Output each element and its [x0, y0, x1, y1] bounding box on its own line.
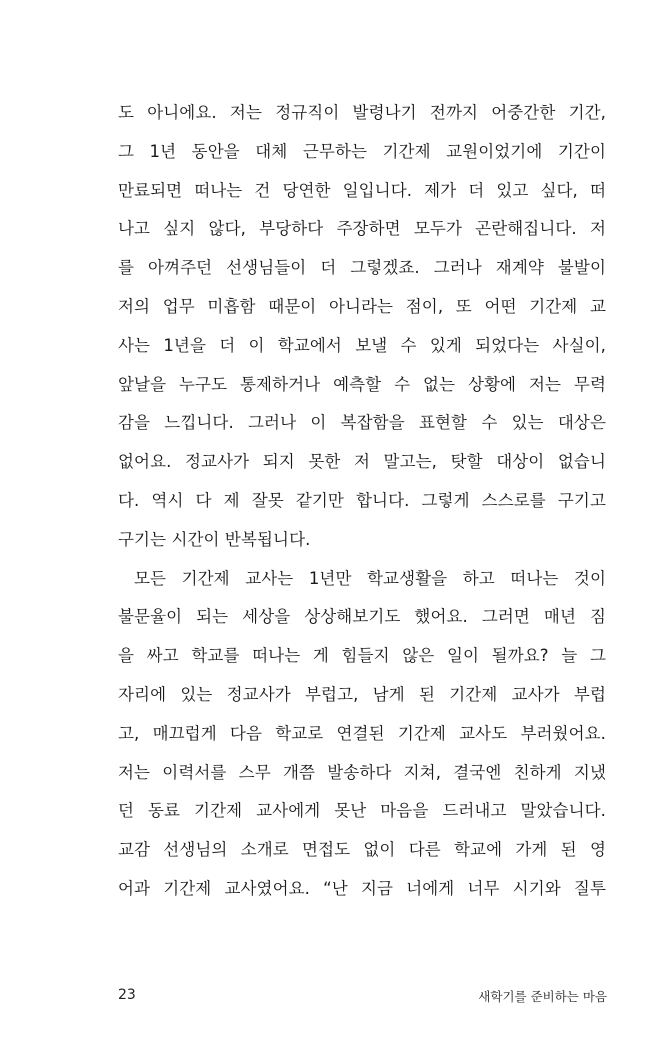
text-line: 자리에 있는 정교사가 부럽고, 남게 된 기간제 교사가 부럽	[118, 684, 606, 704]
text-line: 도 아니에요. 저는 정규직이 발령나기 전까지 어중간한 기간,	[118, 103, 606, 122]
text-line: 만료되면 떠나는 건 당연한 일입니다. 제가 더 있고 싶다, 떠	[118, 180, 606, 200]
text-line: 없어요. 정교사가 되지 못한 저 말고는, 탓할 대상이 없습니	[118, 452, 606, 472]
text-line: 저의 업무 미흡함 때문이 아니라는 점이, 또 어떤 기간제 교	[118, 296, 606, 316]
text-line: 던 동료 기간제 교사에게 못난 마음을 드러내고 말았습니다.	[118, 801, 606, 821]
text-line: 저는 이력서를 스무 개쯤 발송하다 지쳐, 결국엔 친하게 지냈	[118, 762, 606, 782]
text-line: 어과 기간제 교사였어요. “난 지금 너에게 너무 시기와 질투	[118, 878, 606, 898]
page-number: 23	[118, 987, 136, 1003]
running-footer-title: 새학기를 준비하는 마음	[478, 989, 607, 1004]
text-line: 나고 싶지 않다, 부당하다 주장하면 모두가 곤란해집니다. 저	[118, 219, 606, 239]
text-line: 를 아껴주던 선생님들이 더 그렇겠죠. 그러나 재계약 불발이	[118, 258, 606, 278]
text-line: 다. 역시 다 제 잘못 같기만 합니다. 그렇게 스스로를 구기고	[118, 490, 606, 510]
text-line: 사는 1년을 더 이 학교에서 보낼 수 있게 되었다는 사실이,	[118, 335, 606, 355]
body-text	[118, 94, 606, 909]
text-line: 교감 선생님의 소개로 면접도 없이 다른 학교에 가게 된 영	[118, 840, 606, 860]
text-line: 앞날을 누구도 통제하거나 예측할 수 없는 상황에 저는 무력	[118, 374, 606, 394]
text-line: 감을 느낍니다. 그러나 이 복잡함을 표현할 수 있는 대상은	[118, 413, 606, 433]
text-line: 모든 기간제 교사는 1년만 학교생활을 하고 떠나는 것이	[134, 568, 606, 588]
text-line: 을 싸고 학교를 떠나는 게 힘들지 않은 일이 될까요? 늘 그	[118, 646, 606, 666]
text-line: 고, 매끄럽게 다음 학교로 연결된 기간제 교사도 부러웠어요.	[118, 723, 606, 743]
text-line: 불문율이 되는 세상을 상상해보기도 했어요. 그러면 매년 짐	[118, 607, 606, 627]
text-line: 그 1년 동안을 대체 근무하는 기간제 교원이었기에 기간이	[118, 141, 606, 161]
text-line: 구기는 시간이 반복됩니다.	[118, 529, 311, 549]
